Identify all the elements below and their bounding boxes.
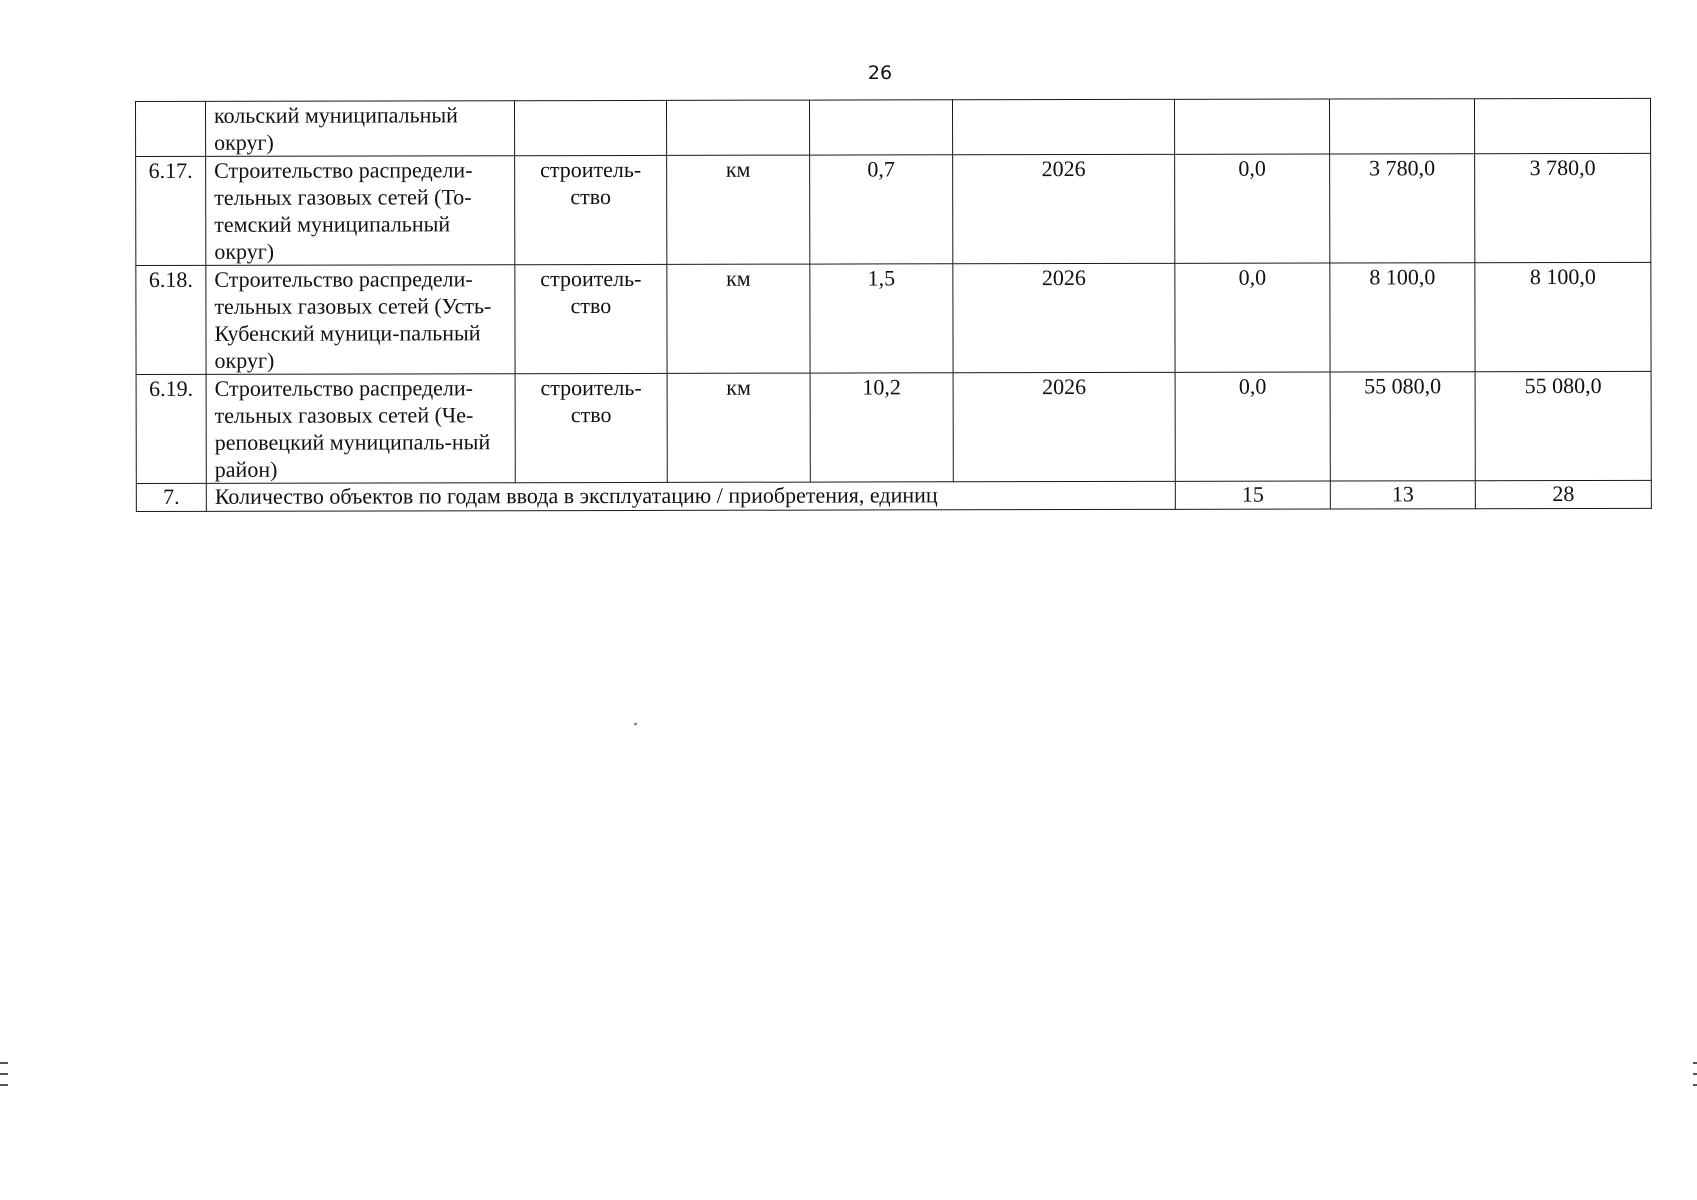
work-type (515, 100, 667, 155)
row-number: 6.18. (136, 265, 206, 374)
row-number (136, 101, 206, 156)
work-type: строитель-ство (515, 264, 667, 373)
object-name: Строительство распредели-тельных газовых сетей (Че-реповецкий муниципаль-ный район) (206, 374, 515, 484)
amount-col-7: 0,0 (1175, 154, 1330, 263)
amount-col-8 (1329, 99, 1474, 154)
row-number: 7. (136, 483, 206, 511)
amount-col-9: 8 100,0 (1475, 262, 1651, 371)
total-row (136, 480, 1651, 511)
left-margin-mark (0, 1062, 8, 1086)
page-number: 26 (867, 62, 893, 84)
table-row (136, 371, 1651, 483)
commission-year: 2026 (953, 372, 1175, 481)
row-number: 6.19. (136, 374, 206, 483)
commission-year: 2026 (953, 154, 1175, 263)
amount-col-8: 55 080,0 (1330, 372, 1475, 481)
total-label: Количество объектов по годам ввода в эксплуатацию / приобретения, единиц (206, 481, 1175, 511)
amount-col-9: 55 080,0 (1475, 371, 1651, 480)
unit: км (667, 373, 810, 482)
commission-year: 2026 (953, 263, 1175, 372)
total-col-9: 28 (1475, 480, 1651, 508)
amount-col-9 (1474, 98, 1650, 153)
amount-col-7: 0,0 (1175, 372, 1330, 481)
commission-year (952, 99, 1174, 154)
amount-col-8: 8 100,0 (1330, 263, 1475, 372)
amount-col-9: 3 780,0 (1475, 153, 1651, 262)
amount-col-7: 0,0 (1175, 263, 1330, 372)
work-type: строитель-ство (515, 155, 667, 264)
unit: км (667, 155, 810, 264)
table-row (136, 262, 1651, 374)
amount-col-7 (1174, 99, 1329, 154)
object-name: Строительство распредели-тельных газовых сетей (То-темский муниципальный округ) (206, 156, 515, 266)
table-row (136, 98, 1651, 156)
capacity-value: 0,7 (810, 155, 953, 264)
row-number: 6.17. (136, 156, 206, 265)
object-name: кольский муниципальный округ) (206, 101, 515, 157)
capacity-value: 10,2 (810, 373, 953, 482)
table-row (136, 153, 1651, 265)
unit: км (667, 264, 810, 373)
gas-network-table (135, 98, 1652, 512)
unit (666, 100, 809, 155)
total-col-8: 13 (1330, 481, 1475, 509)
amount-col-8: 3 780,0 (1330, 154, 1475, 263)
object-name: Строительство распредели-тельных газовых сетей (Усть-Кубенский муници-пальный округ) (206, 265, 515, 375)
work-type: строитель-ство (515, 373, 667, 482)
capacity-value: 1,5 (810, 264, 953, 373)
capacity-value (809, 100, 952, 155)
right-margin-mark (1693, 1062, 1697, 1086)
total-col-7: 15 (1175, 481, 1330, 509)
scan-speck (634, 722, 638, 725)
